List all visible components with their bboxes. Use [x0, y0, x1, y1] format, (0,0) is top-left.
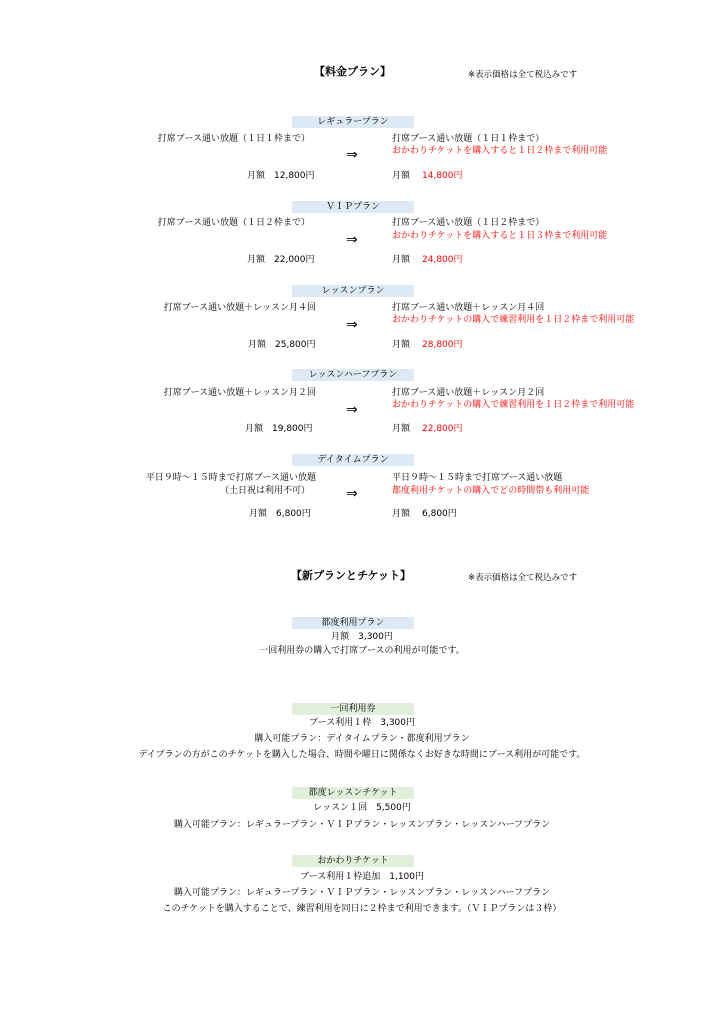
section1-tax-note: ※表示価格は全て税込みです	[468, 70, 578, 80]
item-refill-ticket-plans: 購入可能プラン：レギュラープラン・ＶＩＰプラン・レッスンプラン・レッスンハーフプラン	[173, 888, 551, 898]
plan-daytime-new-price-label: 月額	[392, 509, 411, 519]
plan-name-lesson: レッスンプラン	[292, 285, 414, 297]
arrow-icon: ⇒	[346, 232, 358, 248]
plan-regular-current: 打席ブース通い放題（１日１枠まで）	[157, 134, 310, 144]
plan-lesson-half-current: 打席ブース通い放題＋レッスン月２回	[163, 388, 316, 398]
plan-vip-new-price-label: 月額	[392, 255, 411, 265]
plan-lesson-half-current-price: 月額 19,800円	[245, 424, 313, 434]
plan-name-daytime: デイタイムプラン	[292, 454, 414, 466]
plan-lesson-half-new: 打席ブース通い放題＋レッスン月２回	[392, 388, 545, 398]
plan-lesson-new-note: おかわりチケットの購入で練習利用を１日２枠まで利用可能	[392, 315, 635, 325]
arrow-icon: ⇒	[346, 317, 358, 333]
item-name-single-use-ticket: 一回利用券	[292, 703, 414, 715]
plan-regular-new-price: 14,800円	[422, 171, 463, 181]
plan-vip-current-price: 月額 22,000円	[247, 255, 315, 265]
plan-daytime-new: 平日９時〜１５時まで打席ブース通い放題	[392, 473, 563, 483]
plan-lesson-half-new-price-label: 月額	[392, 424, 411, 434]
plan-vip-new: 打席ブース通い放題（１日２枠まで）	[392, 218, 545, 228]
item-single-use-ticket-plans: 購入可能プラン：デイタイムプラン・都度利用プラン	[254, 734, 470, 744]
plan-name-vip: ＶＩＰプラン	[292, 201, 414, 213]
item-lesson-ticket-plans: 購入可能プラン：レギュラープラン・ＶＩＰプラン・レッスンプラン・レッスンハーフプラン	[173, 820, 551, 830]
plan-regular-new-price-label: 月額	[392, 171, 411, 181]
item-name-per-use-plan: 都度利用プラン	[292, 617, 414, 629]
section2-tax-note: ※表示価格は全て税込みです	[468, 573, 578, 583]
section1-title: 【料金プラン】	[314, 65, 391, 78]
plan-lesson-half-new-note: おかわりチケットの購入で練習利用を１日２枠まで利用可能	[392, 400, 635, 410]
item-per-use-plan-desc: 一回利用券の購入で打席ブースの利用が可能です。	[259, 646, 465, 656]
plan-vip-current: 打席ブース通い放題（１日２枠まで）	[157, 218, 310, 228]
plan-lesson-current-price: 月額 25,800円	[248, 340, 316, 350]
item-refill-ticket-price: ブース利用１枠追加 1,100円	[299, 872, 425, 882]
item-single-use-ticket-desc: デイプランの方がこのチケットを購入した場合、時間や曜日に関係なくお好きな時間にブース利用が可能です。	[138, 750, 586, 760]
plan-vip-new-note: おかわりチケットを購入すると１日３枠まで利用可能	[392, 231, 608, 241]
section2-title: 【新プランとチケット】	[291, 569, 412, 582]
item-single-use-ticket-price: ブース利用１枠 3,300円	[308, 718, 416, 728]
arrow-icon: ⇒	[346, 486, 358, 502]
plan-lesson-half-new-price: 22,800円	[422, 424, 463, 434]
plan-lesson-new-price: 28,800円	[422, 340, 463, 350]
item-name-refill-ticket: おかわりチケット	[292, 855, 414, 867]
plan-daytime-new-price: 6,800円	[422, 509, 457, 519]
item-name-lesson-ticket: 都度レッスンチケット	[292, 787, 414, 799]
item-refill-ticket-desc: このチケットを購入することで、練習利用を同日に２枠まで利用できます。（ＶＩＰプランは３枠）	[162, 904, 562, 914]
plan-name-lesson-half: レッスンハーフプラン	[292, 369, 414, 381]
plan-regular-new: 打席ブース通い放題（１日１枠まで）	[392, 134, 545, 144]
plan-daytime-current-price: 月額 6,800円	[249, 509, 311, 519]
plan-lesson-current: 打席ブース通い放題＋レッスン月４回	[163, 303, 316, 313]
plan-daytime-current-note: （土日祝は利用不可）	[219, 486, 310, 496]
plan-lesson-new-price-label: 月額	[392, 340, 411, 350]
plan-name-regular: レギュラープラン	[292, 116, 414, 128]
plan-vip-new-price: 24,800円	[422, 255, 463, 265]
item-lesson-ticket-price: レッスン１回 5,500円	[313, 803, 411, 813]
plan-lesson-new: 打席ブース通い放題＋レッスン月４回	[392, 303, 545, 313]
plan-daytime-current: 平日９時〜１５時まで打席ブース通い放題	[145, 473, 316, 483]
item-per-use-plan-price: 月額 3,300円	[331, 632, 393, 642]
plan-regular-current-price: 月額 12,800円	[247, 171, 315, 181]
plan-daytime-new-note: 都度利用チケットの購入でどの時間帯も利用可能	[392, 486, 590, 496]
plan-regular-new-note: おかわりチケットを購入すると１日２枠まで利用可能	[392, 146, 608, 156]
arrow-icon: ⇒	[346, 402, 358, 418]
arrow-icon: ⇒	[346, 147, 358, 163]
